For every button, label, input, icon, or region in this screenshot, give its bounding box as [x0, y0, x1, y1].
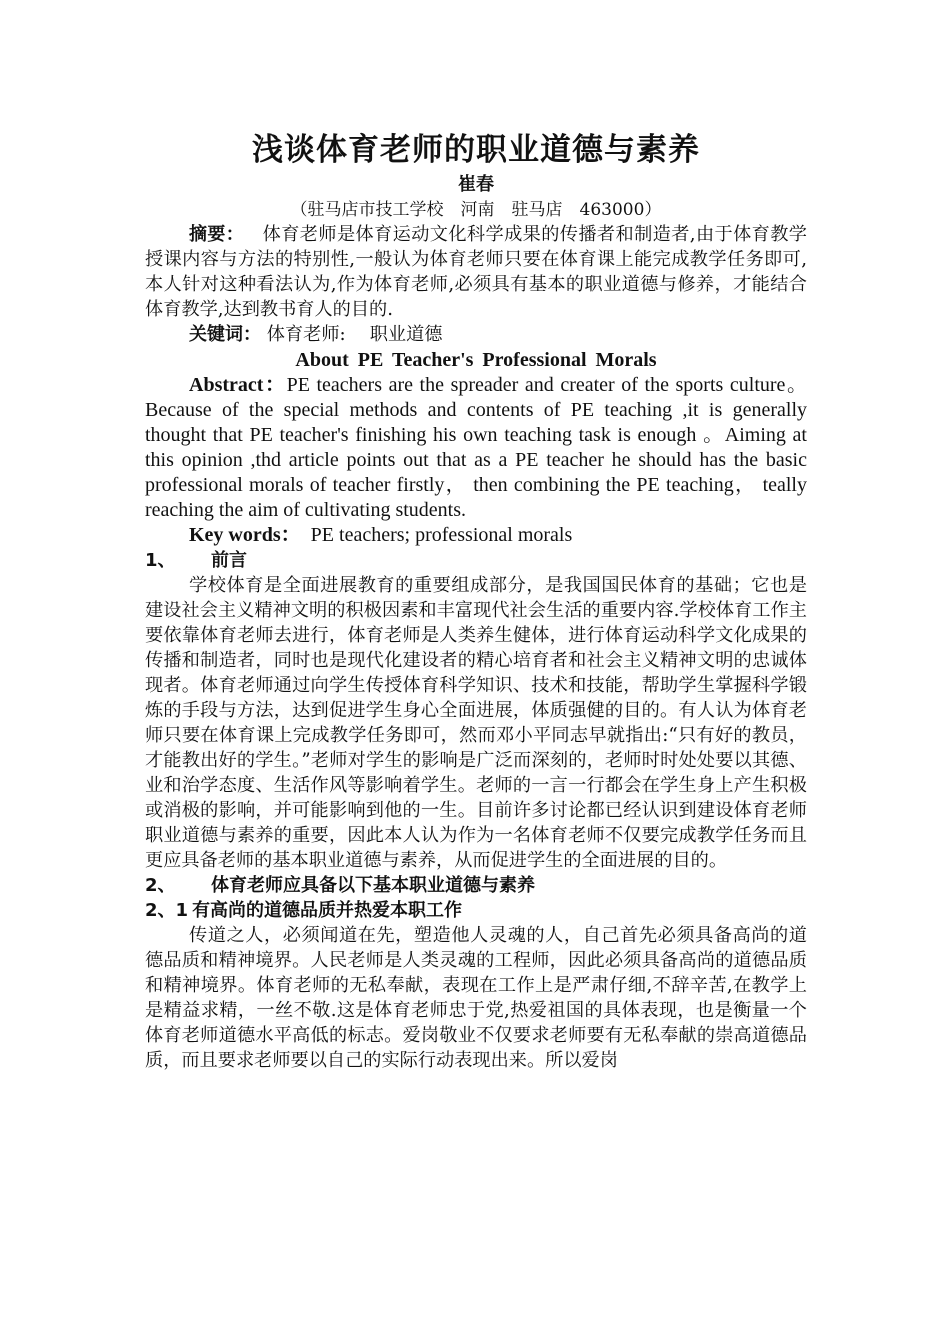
keywords-cn-label: 关键词：: [189, 324, 261, 345]
document-page: [145, 128, 807, 1073]
english-title: About PE Teacher's Professional Morals: [295, 349, 657, 371]
abstract-cn-text: 体育老师是体育运动文化科学成果的传播者和制造者,由于体育教学授课内容与方法的特别性,一般认为体育老师只要在体育课上能完成教学任务即可,本人针对这种看法认为,作为体育老师,必须具有基本的职业道德与修养，才能结合体育教学,达到教书育人的目的.: [145, 224, 807, 320]
section-1-body: 学校体育是全面进展教育的重要组成部分，是我国国民体育的基础；它也是建设社会主义精神文明的积极因素和丰富现代社会生活的重要内容.学校体育工作主要依靠体育老师去进行，体育老师是人类养生健体，进行体育运动科学文化成果的传播和制造者，同时也是现代化建设者的精心培育者和社会主义精神文明的忠诚体现者。体育老师通过向学生传授体育科学知识、技术和技能，帮助学生掌握科学锻炼的手段与方法，达到促进学生身心全面进展，体质强健的目的。有人认为体育老师只要在体育课上完成教学任务即可，然而邓小平同志早就指出:“只有好的教员，才能教出好的学生。”老师对学生的影响是广泛而深刻的，老师时时处处要以其德、业和治学态度、生活作风等影响着学生。老师的一言一行都会在学生身上产生积极或消极的影响，并可能影响到他的一生。目前许多讨论都已经认识到建设体育老师职业道德与素养的重要，因此本人认为作为一名体育老师不仅要完成教学任务而且更应具备老师的基本职业道德与素养，从而促进学生的全面进展的目的。: [145, 575, 807, 871]
section-2-1-title: 有高尚的道德品质并热爱本职工作: [192, 900, 463, 921]
paper-title: 浅谈体育老师的职业道德与素养: [252, 132, 700, 168]
section-1-number: 1、: [145, 550, 176, 571]
abstract-cn: [145, 222, 807, 322]
section-2-1-number: 2、1: [145, 900, 189, 921]
keywords-cn: [145, 322, 807, 347]
section-1-title: 前言: [211, 550, 247, 571]
keyword-cn-2: 职业道德: [369, 324, 443, 345]
author-name: 崔春: [458, 174, 494, 195]
section-2-title: 体育老师应具备以下基本职业道德与素养: [211, 875, 535, 896]
section-2-number: 2、: [145, 875, 176, 896]
keyword-cn-1: 体育老师:: [266, 324, 346, 345]
keywords-en: [145, 523, 807, 548]
section-2-heading: [145, 873, 807, 898]
author-affiliation: （驻马店市技工学校 河南 驻马店 463000）: [290, 200, 662, 220]
abstract-en-text: PE teachers are the spreader and creater of the sports culture。 Because of the special methods and contents of PE teaching ,it is generally thought that PE teacher's finishing his own teaching task is enough 。Aiming at this opinion ,thd article points out that as a PE teacher he should has the basic professional morals of teacher firstly， then combining the PE teaching， teally reaching the aim of cultivating students.: [145, 374, 807, 521]
abstract-cn-label: 摘要：: [189, 224, 245, 245]
keywords-en-label: Key words：: [189, 524, 301, 546]
section-1-heading: [145, 548, 807, 573]
abstract-en-label: Abstract：: [189, 374, 287, 396]
section-2-1-heading: [145, 898, 807, 923]
section-2-1-body: 传道之人，必须闻道在先，塑造他人灵魂的人，自己首先必须具备高尚的道德品质和精神境界。人民老师是人类灵魂的工程师，因此必须具备高尚的道德品质和精神境界。体育老师的无私奉献，表现在工作上是严肃仔细,不辞辛苦,在教学上是精益求精，一丝不敬.这是体育老师忠于党,热爱祖国的具体表现，也是衡量一个体育老师道德水平高低的标志。爱岗敬业不仅要求老师要有无私奉献的崇高道德品质，而且要求老师要以自己的实际行动表现出来。所以爱岗: [145, 925, 807, 1071]
abstract-en: [145, 373, 807, 523]
keywords-en-text: PE teachers; professional morals: [310, 524, 573, 546]
